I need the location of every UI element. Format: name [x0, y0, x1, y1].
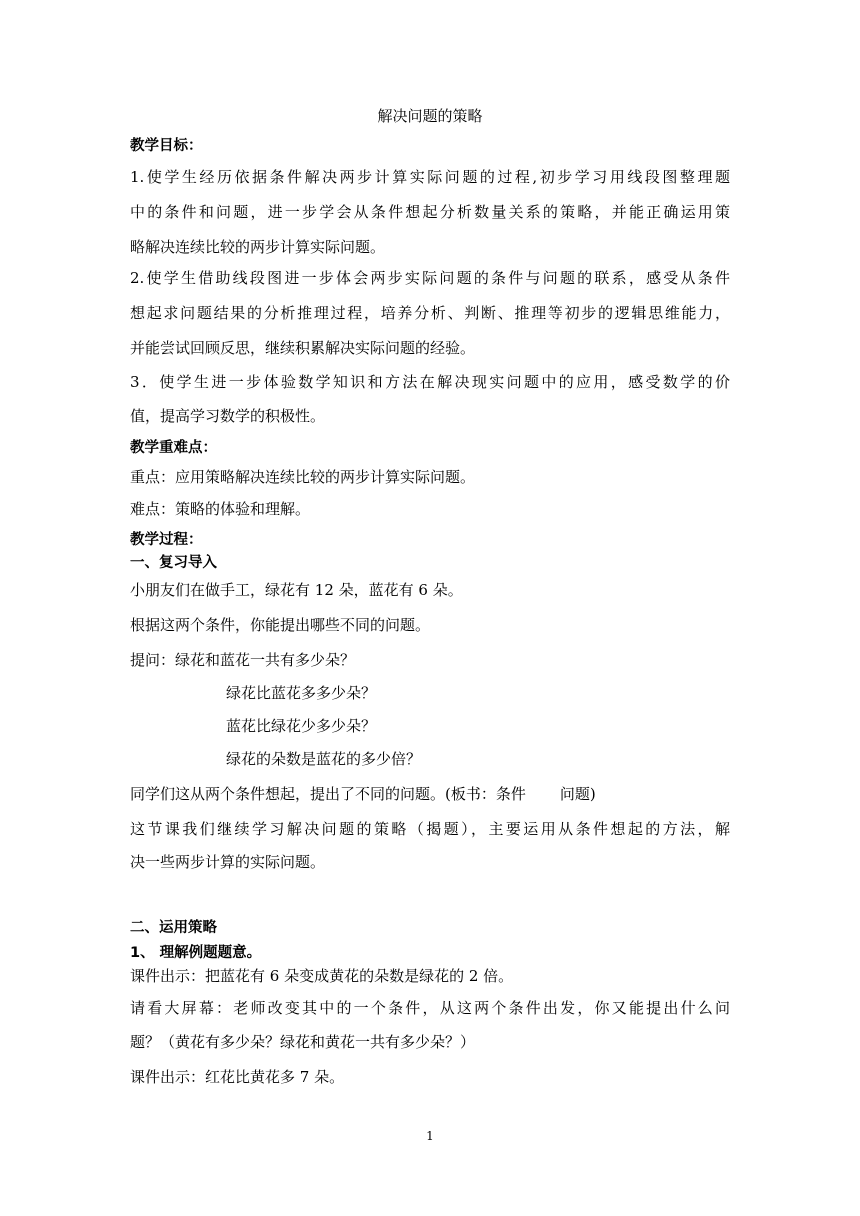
s2-subheading: 1、 理解例题题意。 — [130, 945, 262, 961]
section1-heading: 一、复习导入 — [130, 555, 217, 571]
s1-question3: 蓝花比绿花少多少朵？ — [226, 717, 377, 735]
goal1-line1: 1.使学生经历依据条件解决两步计算实际问题的过程,初步学习用线段图整理题 — [130, 168, 730, 186]
key-point: 重点：应用策略解决连续比较的两步计算实际问题。 — [130, 468, 476, 486]
goal1-line2: 中的条件和问题，进一步学会从条件想起分析数量关系的策略，并能正确运用策 — [130, 203, 730, 221]
difficult-point: 难点：策略的体验和理解。 — [130, 500, 311, 518]
goal1-line3: 略解决连续比较的两步计算实际问题。 — [130, 238, 386, 256]
s1-question4: 绿花的朵数是蓝花的多少倍？ — [226, 750, 422, 768]
goal3-line2: 值，提高学习数学的积极性。 — [130, 407, 326, 425]
s1-line1: 小朋友们在做手工，绿花有 12 朵，蓝花有 6 朵。 — [130, 581, 463, 599]
goal3-line1: 3．使学生进一步体验数学知识和方法在解决现实问题中的应用，感受数学的价 — [130, 373, 730, 391]
s1-intro-line2: 决一些两步计算的实际问题。 — [130, 853, 326, 871]
key-points-heading: 教学重难点： — [130, 440, 217, 456]
s2-line1: 课件出示：把蓝花有 6 朵变成黄花的朵数是绿花的 2 倍。 — [130, 967, 514, 985]
s1-summary — [130, 784, 596, 804]
process-heading: 教学过程： — [130, 532, 203, 548]
s1-question1: 提问：绿花和蓝花一共有多少朵？ — [130, 651, 356, 669]
s1-intro-line1: 这节课我们继续学习解决问题的策略（揭题），主要运用从条件想起的方法，解 — [130, 820, 730, 838]
goals-heading: 教学目标： — [130, 138, 203, 154]
s2-line2a: 请看大屏幕：老师改变其中的一个条件，从这两个条件出发，你又能提出什么问 — [130, 999, 730, 1017]
goal2-line2: 想起求问题结果的分析推理过程，培养分析、判断、推理等初步的逻辑思维能力， — [130, 304, 730, 322]
s2-line2b: 题？（黄花有多少朵？绿花和黄花一共有多少朵？） — [130, 1033, 476, 1051]
goal2-line1: 2.使学生借助线段图进一步体会两步实际问题的条件与问题的联系，感受从条件 — [130, 269, 730, 287]
s2-line3: 课件出示：红花比黄花多 7 朵。 — [130, 1068, 345, 1086]
page-number: 1 — [426, 1129, 434, 1143]
s1-summary-part2: 问题) — [559, 785, 596, 803]
s1-question2: 绿花比蓝花多多少朵？ — [226, 684, 377, 702]
document-title: 解决问题的策略 — [377, 107, 483, 125]
s1-line2: 根据这两个条件，你能提出哪些不同的问题。 — [130, 616, 431, 634]
goal2-line3: 并能尝试回顾反思，继续积累解决实际问题的经验。 — [130, 339, 476, 357]
section2-heading: 二、运用策略 — [130, 920, 217, 936]
s1-summary-part1: 同学们这从两个条件想起，提出了不同的问题。(板书：条件 — [130, 785, 526, 803]
